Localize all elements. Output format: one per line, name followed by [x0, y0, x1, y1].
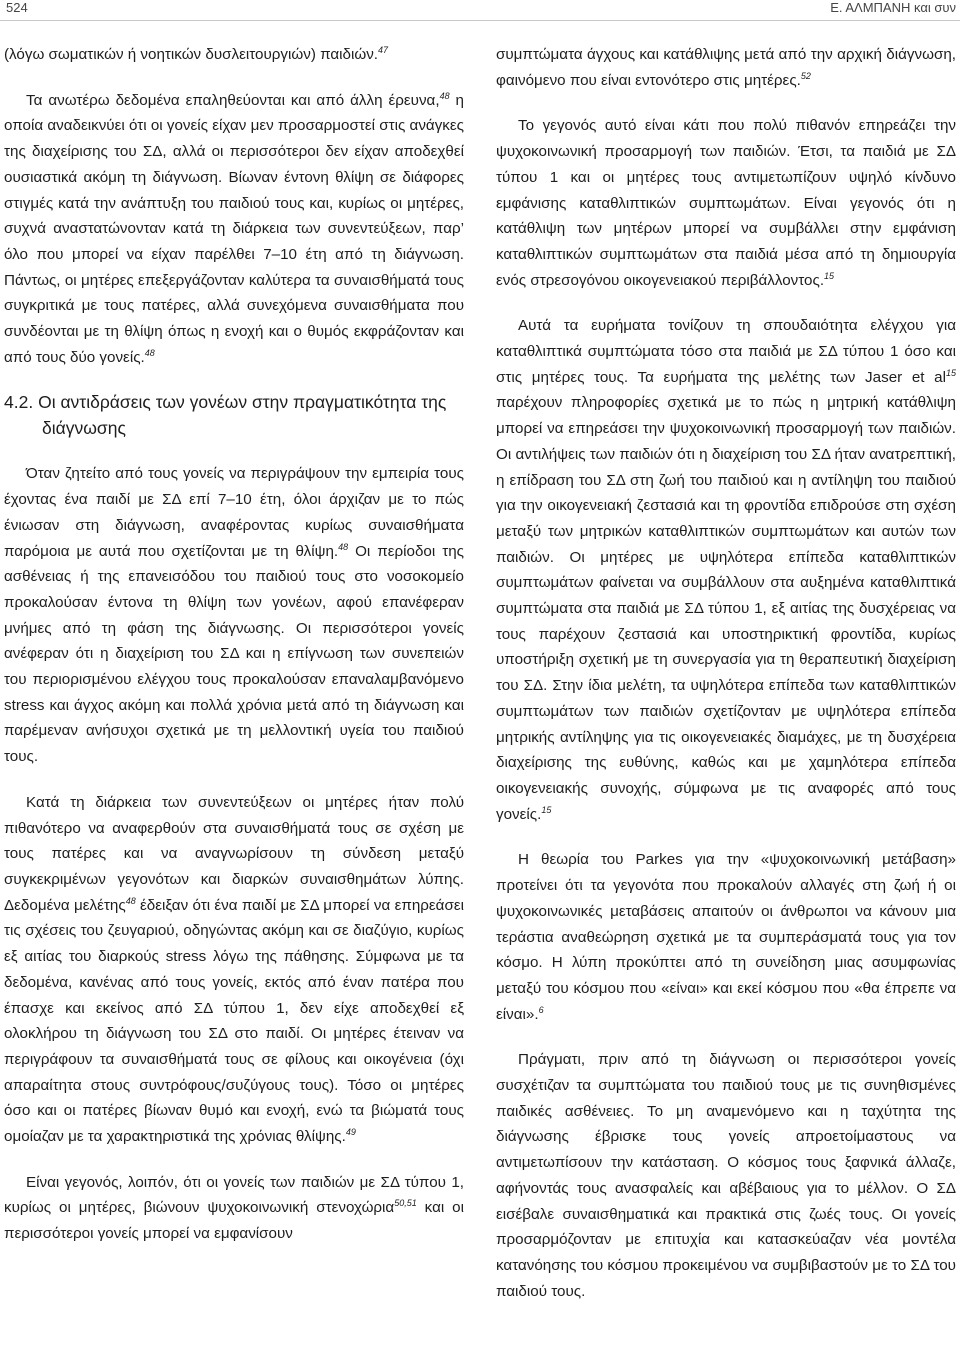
citation-superscript: 48 [338, 541, 349, 552]
left-column [4, 42, 464, 1267]
paragraph: Είναι γεγονός, λοιπόν, ότι οι γονείς των παιδιών με ΣΔ τύπου 1, κυρίως οι μητέρες, βιώνουν ψυχοκοινωνική στενοχώρια$^{50,51}$ και οι περισσότεροι γονείς μπορεί να εμφανίσουν [4, 1173, 464, 1243]
right-column [496, 42, 956, 1324]
paragraph: Κατά τη διάρκεια των συνεντεύξεων οι μητέρες ήταν πολύ πιθανότερο να αναφερθούν στα συναισθήματά τους σε σχέση με τους πατέρες και να αναγνωρίσουν τη σύνδεση μεταξύ συγκεκριμένων γεγονότων και διαρκών συναισθημάτων λύπης. Δεδομένα μελέτης$^{48}$ έδειξαν ότι ένα παιδί με ΣΔ μπορεί να επηρεάσει τις σχέσεις του ζευγαριού, οδηγώντας ακόμη και σε διαζύγιο, κυρίως εξ αιτίας του διαρκούς stress λόγω της πάθησης. Σύμφωνα με τα δεδομένα, κανένας από τους γονείς, εκτός από έναν πατέρα που έπασχε και εκείνος από ΣΔ τύπου 1, δεν είχε αποδεχθεί εξ ολοκλήρου τη διάγνωση του ΣΔ στο παιδί. Οι μητέρες έτειναν να περιγράφουν τα συναισθήματά τους σε φίλους και οικογένεια (όχι απαραίτητα στους συντρόφους/συζύγους τους). Τόσο οι μητέρες όσο και οι πατέρες βίωναν θυμό και ενοχή, ενώ τα βιώματά τους ομοίαζαν με τα χαρακτηριστικά της χρόνιας θλίψης.$^{49}$ [4, 793, 464, 1146]
paragraph: Η θεωρία του Parkes για την «ψυχοκοινωνική μετάβαση» προτείνει ότι τα γεγονότα που προκαλούν αλλαγές στη ζωή ή οι ψυχοκοινωνικές μεταβάσεις απαιτούν οι άνθρωποι να κάνουν μια τεράστια αναθεώρηση σχετικά με τα συμπεράσματά τους για τον κόσμο. Η λύπη προκύπτει από τη συνείδηση μιας ασυμφωνίας μεταξύ του κόσμου που «είναι» και εκεί κόσμου που «θα έπρεπε να είναι».$^6$ [496, 851, 956, 1023]
citation-superscript: 49 [345, 1127, 356, 1138]
paragraph: Τα ανωτέρω δεδομένα επαληθεύονται και από άλλη έρευνα,$^{48}$ η οποία αναδεικνύει ότι οι γονείς είχαν μεν προσαρμοστεί στις ανάγκες της διαχείρισης του ΣΔ, αλλά οι περισσότεροι δεν είχαν αποδεχθεί ουσιαστικά ακόμη τη διάγνωση. Βίωναν έντονη θλίψη σε διάφορες στιγμές κατά την ανάπτυξη του παιδιού τους και, κυρίως οι μητέρες, συχνά αναστατώνονταν κατά τη διάρκεια των συνεντεύξεων, παρ’ όλο που μπορεί να είχαν παρέλθει 7–10 έτη από τη διάγνωση. Πάντως, οι μητέρες επεξεργάζονταν καλύτερα τα συναισθήματά τους συγκριτικά με τους πατέρες, αλλά συνεχόμενα συναισθήματα που συνδέονται με τη θλίψη όπως η ενοχή και ο θυμός εκφράζονταν και από τους δύο γονείς.$^{48}$ [4, 90, 464, 366]
citation-superscript: 48 [144, 347, 155, 358]
citation-superscript: 15 [541, 804, 552, 815]
citation-superscript: 50,51 [394, 1198, 417, 1209]
citation-superscript: 15 [945, 367, 956, 378]
paragraph: Πράγματι, πριν από τη διάγνωση οι περισσότεροι γονείς συσχέτιζαν τα συμπτώματα του παιδιού τους με τις συνηθισμένες παιδικές ασθένειες. Το μη αναμενόμενο και η ταχύτητα της διάγνωσης έβρισκε τους γονείς απροετοίμαστους να αντιμετωπίσουν την κατάσταση. Ο κόσμος τους ξαφνικά άλλαζε, αφήνοντάς τους ανασφαλείς και αβέβαιους για το μέλλον. Ο ΣΔ εισέβαλε συναισθηματικά και πρακτικά στις ζωές τους. Οι γονείς προσαρμόζονταν με επιτυχία και κατασκεύαζαν νέα μοντέλα κατανόησης του κόσμου προκειμένου να συμβιβαστούν με το ΣΔ του παιδιού τους. [496, 1051, 956, 1300]
section-heading: 4.2. Οι αντιδράσεις των γονέων στην πραγματικότητα της διάγνωσης [4, 392, 447, 438]
page-number: 524 [6, 0, 28, 15]
header-rule [0, 20, 960, 21]
paragraph: συμπτώματα άγχους και κατάθλιψης μετά από την αρχική διάγνωση, φαινόμενο που είναι εντονότερο στις μητέρες.$^{52}$ [496, 46, 956, 89]
paragraph: Το γεγονός αυτό είναι κάτι που πολύ πιθανόν επηρεάζει την ψυχοκοινωνική προσαρμογή των παιδιών. Έτσι, τα παιδιά με ΣΔ τύπου 1 και οι μητέρες τους αντιμετωπίζουν υψηλό κίνδυνο εμφάνισης καταθλιπτικών συμπτωμάτων. Είναι γεγονός ότι η κατάθλιψη των μητέρων μπορεί να συμβάλλει στην εμφάνιση καταθλιπτικών συμπτωμάτων στα παιδιά μέσα από τη δημιουργία ενός στρεσογόνου οικογενειακού περιβάλλοντος.$^{15}$ [496, 117, 956, 289]
citation-superscript: 52 [800, 70, 811, 81]
running-header: Ε. ΑΛΜΠΑΝΗ και συν [830, 0, 956, 15]
citation-superscript: 47 [378, 45, 389, 55]
citation-superscript: 48 [439, 90, 450, 101]
paragraph: Αυτά τα ευρήματα τονίζουν τη σπουδαιότητα ελέγχου για καταθλιπτικά συμπτώματα τόσο στα παιδιά με ΣΔ τύπου 1 όσο και στις μητέρες τους. Τα ευρήματα της μελέτης των Jaser et $al^{15}$ παρέχουν πληροφορίες σχετικά με το πώς η μητρική κατάθλιψη μπορεί να επηρεάσει την ψυχοκοινωνική προσαρμογή των παιδιών. Οι αντιλήψεις των παιδιών ότι η διαχείριση του ΣΔ ήταν ανατρεπτική, η επίδραση του ΣΔ στη ζωή του παιδιού και η αντίληψη του παιδιού για την οικογενειακή ζεστασιά και τη φροντίδα επιδρούσε στη σχέση μεταξύ των μητρικών καταθλιπτικών συμπτωμάτων και αυτών των παιδιών. Οι μητέρες με υψηλότερα επίπεδα καταθλιπτικών συμπτωμάτων φαίνεται να συμβάλλουν στα αυξημένα καταθλιπτικά συμπτώματα στα παιδιά με ΣΔ τύπου 1, εξ αιτίας της δυσχέρειας να τους παρέχουν ζεστασιά και υποστηρικτική φροντίδα, κυρίως υποστήριξη σχετική με τη συνεργασία για τη θεραπευτική διαχείριση του ΣΔ. Στην ίδια μελέτη, τα υψηλότερα επίπεδα των καταθλιπτικών συμπτωμάτων των παιδιών σχετίζονταν με υψηλότερα επίπεδα μητρικής αντίληψης για τις οικογενειακές διαμάχες, με τη δυσχέρεια διαχείρισης της ευθύνης, καθώς και με χαμηλότερα επίπεδα οικογενειακής συνοχής, σύμφωνα με τις αναφορές από τους γονείς.$^{15}$ [496, 317, 956, 823]
citation-superscript: 6 [538, 1004, 544, 1015]
paragraph: Όταν ζητείτο από τους γονείς να περιγράψουν την εμπειρία τους έχοντας ένα παιδί με ΣΔ επί 7–10 έτη, όλοι άρχιζαν με το πώς ένιωσαν στη διάγνωση, αναφέροντας κυρίως συναισθήματα παρόμοια με αυτά που σχετίζονται με τη θλίψη.$^{48}$ Οι περίοδοι της ασθένειας ή της επανεισόδου του παιδιού τους στο νοσοκομείο προκαλούσαν έντονα τη θλίψη των γονέων, αφού επανέφεραν μνήμες από τη φάση της διάγνωσης. Οι περισσότεροι γονείς ανέφεραν ότι η διαχείριση του ΣΔ και η επίγνωση των συνεπειών του περιορισμένου ελέγχου τους προκαλούσαν επαναλαμβανόμενο stress και άγχος ακόμη και πολλά χρόνια μετά από τη διάγνωση και παρέμεναν ανήσυχοι σχετικά με τη μελλοντική υγεία του παιδιού τους. [4, 465, 464, 766]
citation-superscript: 15 [824, 270, 835, 281]
paragraph: (λόγω σωματικών ή νοητικών δυσλειτουργιών) παιδιών.$^{47}$ [4, 45, 389, 63]
citation-superscript: 48 [125, 895, 136, 906]
